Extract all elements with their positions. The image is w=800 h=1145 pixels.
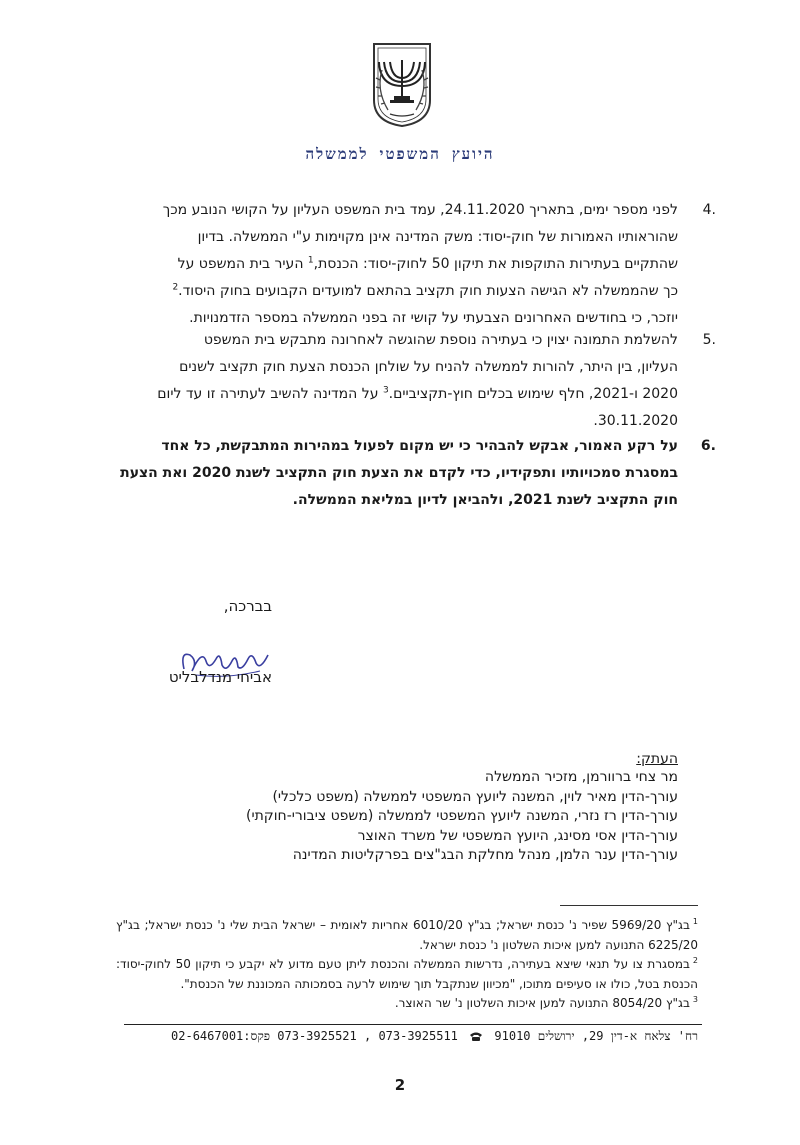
menorah-emblem-icon [368,40,436,128]
footnote-ref[interactable]: 3 [382,385,389,396]
cc-title: העתק: [636,751,678,767]
paragraph-line: כך שהממשלה לא הגישה הצעות חוק תקציב בהתאם למועדים הקבועים בחוק היסוד.$^2$ [172,282,678,299]
paragraph-line: העליון, בין היתר, להורות לממשלה להניח על שולחן הכנסת הצעת חוק תקציב לשנים [179,359,678,375]
street-address: רח' צלאח א-דין 29, ירושלים 91010 [494,1029,698,1043]
paragraph-4 [118,197,716,332]
paragraph-line: 30.11.2020. [593,413,678,429]
footnote-ref[interactable]: 1 [307,255,314,266]
paragraph-number: .6 [700,438,716,454]
phone-numbers: 073-3925511 , 073-3925521 [277,1029,458,1043]
page-number: 2 [394,1076,406,1094]
cc-recipient: עורך-הדין ענר הלמן, מנהל מחלקת הבג"צים בפרקליטות המדינה [292,847,678,863]
telephone-icon [469,1031,483,1042]
office-address [171,1029,698,1044]
paragraph-number: .5 [702,332,716,348]
paragraph-line: 2020 ו-2021, חלף שימוש בכלים חוץ-תקציביים.$^3$ על המדינה להשיב לעתירה זו עד ליום [157,385,678,402]
paragraph-line: על רקע האמור, אבקש להבהיר כי יש מקום לפעול במהירות המתבקשת, כל אחד [161,438,678,454]
paragraph-line: יוזכר, כי בחודשים האחרונים הצבעתי על קושי זה בפני הממשלה במספר הזדמנויות. [189,310,678,326]
paragraph-number: .4 [702,202,716,218]
closing-greeting: בברכה, [223,597,272,615]
footnote-ref[interactable]: 2 [172,282,179,293]
paragraph-5 [118,327,716,435]
footnote-divider [560,905,698,906]
cc-list [246,768,678,866]
footnote-2: $^2$במסגרת צו על תנאי שיצא בעתירה, נדרשות הממשלה והכנסת ליתן טעם מדוע לא יקבע כי תיקון 50 לחוק-יסוד: הכנסת בטל, כולו או סעיפים מתוכו, "מכיוון שנתקבל תוך שימוש לרעה בסמכותה המכוננת של הכנסת". [116,956,699,991]
fax-number: פקס:02-6467001 [171,1029,271,1043]
cc-recipient: עורך-הדין אסי מסינג, היועץ המשפטי של משרד האוצר [357,827,678,844]
footnote-3: $^3$בג"ץ 8054/20 התנועה למען איכות השלטון נ' שר האוצר. [394,995,698,1010]
office-title: היועץ המשפטי לממשלה [305,145,495,163]
paragraph-line: במסגרת סמכויותיו ותפקידיו, כדי לקדם את הצעת חוק התקציב לשנת 2020 ואת הצעת [120,465,678,481]
paragraph-line: שהוראותיו האמורות של חוק-יסוד: משק המדינה אינן מקוימות ע"י הממשלה. בדיון [197,229,678,245]
signer-name: אביחי מנדלבליט [168,668,272,686]
paragraph-6 [118,433,716,514]
cc-recipient: עורך-הדין רז נזרי, המשנה ליועץ המשפטי לממשלה (משפט ציבורי-חוקתי) [246,808,678,824]
footnote-1: $^1$בג"ץ 5969/20 שפיר נ' כנסת ישראל; בג"ץ 6010/20 אחריות לאומית – ישראל הבית שלי נ' כנסת ישראל; בג"ץ 6225/20 התנועה למען איכות השלטון נ' כנסת ישראל. [116,917,698,952]
cc-recipient: מר צחי ברוורמן, מזכיר הממשלה [484,769,678,785]
cc-recipient: עורך-הדין מאיר לוין, המשנה ליועץ המשפטי לממשלה (משפט כלכלי) [272,788,678,805]
footnotes [116,916,698,1014]
paragraph-line: להשלמת התמונה יצוין כי בעתירה נוספת שהוגשה לאחרונה מתבקש בית המשפט [203,332,678,348]
paragraph-line: לפני מספר ימים, בתאריך 24.11.2020, עמד בית המשפט העליון על הקושי הנובע מכך [162,202,678,218]
address-divider [124,1024,702,1025]
paragraph-line: שהתקיים בעתירות התוקפות את תיקון 50 לחוק-יסוד: הכנסת,$^1$ העיר בית המשפט על [177,255,678,272]
paragraph-line: חוק התקציב לשנת 2021, ולהביאן לדיון במליאת הממשלה. [292,492,678,508]
